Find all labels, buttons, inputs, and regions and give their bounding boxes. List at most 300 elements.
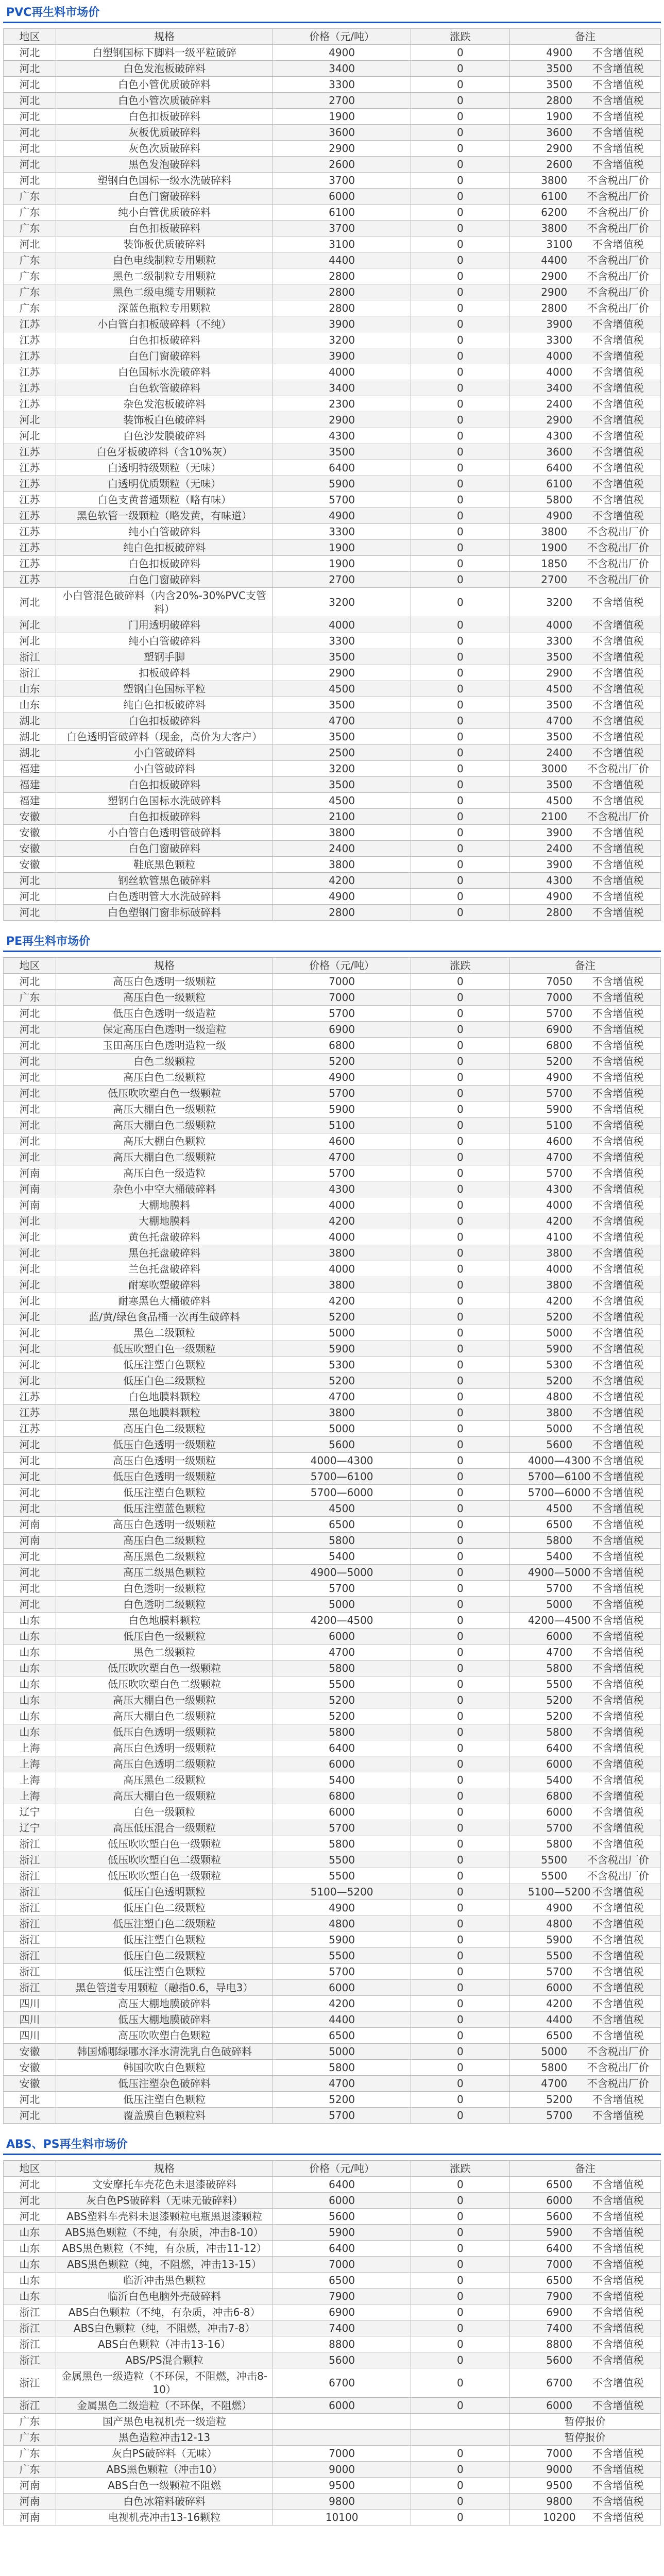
note-cell xyxy=(509,221,661,236)
price-previous: 5200 xyxy=(329,1710,355,1722)
note-cell xyxy=(509,189,661,205)
change-cell: 0 xyxy=(411,1165,509,1181)
note-cell xyxy=(509,93,661,109)
price-previous: 3900 xyxy=(329,350,355,362)
price-cell xyxy=(273,2177,411,2193)
table-row xyxy=(4,77,661,93)
table-row xyxy=(4,2193,661,2209)
spec-cell: 金属黑色一级造粒（不环保，不阻燃，冲击8-10） xyxy=(56,2368,273,2398)
price-current: 3600 xyxy=(546,126,573,139)
note-cell xyxy=(509,1692,661,1708)
price-cell xyxy=(273,1101,411,1117)
remark: 不含增值税 xyxy=(592,1199,644,1211)
change-cell: 0 xyxy=(411,990,509,1006)
price-previous: 3700 xyxy=(329,174,355,187)
price-previous: 6900 xyxy=(329,1023,355,1036)
price-current: 1900 xyxy=(541,541,568,554)
region-cell: 广东 xyxy=(4,300,56,316)
table-row xyxy=(4,1165,661,1181)
price-previous: 4200—4500 xyxy=(310,1614,373,1626)
price-previous: 2100 xyxy=(329,810,355,823)
region-cell: 河北 xyxy=(4,125,56,141)
region-cell: 河北 xyxy=(4,1485,56,1501)
price-current: 5700 xyxy=(546,1582,573,1595)
table-row xyxy=(4,2398,661,2414)
price-previous: 5800 xyxy=(329,2061,355,2074)
change-cell: 0 xyxy=(411,2012,509,2028)
price-previous: 4900 xyxy=(329,1071,355,1083)
remark: 不含增值税 xyxy=(592,1167,644,1179)
remark: 不含增值税 xyxy=(592,1007,644,1020)
remark: 不含增值税 xyxy=(592,2013,644,2026)
remark: 不含增值税 xyxy=(592,2463,644,2476)
price-current: 5400 xyxy=(546,1774,573,1786)
price-previous: 5200 xyxy=(329,1311,355,1323)
price-previous: 4900—5000 xyxy=(310,1566,373,1579)
price-cell xyxy=(273,173,411,189)
change-cell: 0 xyxy=(411,2092,509,2108)
note-cell xyxy=(509,1645,661,1660)
spec-cell: ABS塑料车壳料未退漆颗粒电瓶黑退漆颗粒 xyxy=(56,2209,273,2225)
change-cell: 0 xyxy=(411,2241,509,2257)
change-cell: 0 xyxy=(411,1117,509,1133)
price-current: 7000 xyxy=(546,2258,573,2270)
price-previous: 5600 xyxy=(329,1438,355,1451)
spec-cell: 白透明优质颗粒（无味） xyxy=(56,476,273,492)
table-row xyxy=(4,1645,661,1660)
price-cell xyxy=(273,1086,411,1101)
note-cell xyxy=(509,2510,661,2526)
remark: 不含增值税 xyxy=(592,842,644,855)
note-cell xyxy=(509,412,661,428)
price-previous: 4000 xyxy=(329,366,355,378)
spec-cell: 钢丝软管黑色破碎料 xyxy=(56,873,273,889)
remark: 不含增值税 xyxy=(592,596,644,608)
spec-cell: 低压吹吹塑白色二级颗粒 xyxy=(56,1852,273,1868)
spec-cell: 低压白色透明一级颗粒 xyxy=(56,1724,273,1740)
price-previous: 9000 xyxy=(329,2463,355,2476)
note-cell xyxy=(509,1022,661,1038)
price-current: 6400 xyxy=(546,1742,573,1754)
remark: 不含增值税 xyxy=(592,715,644,727)
price-current: 4800 xyxy=(546,1918,573,1930)
change-cell: 0 xyxy=(411,157,509,173)
price-previous: 5000 xyxy=(329,1327,355,1339)
spec-cell: 装饰板优质破碎料 xyxy=(56,236,273,252)
spec-cell: 韩国吹吹白色颗粒 xyxy=(56,2060,273,2076)
price-previous: 4000 xyxy=(329,1231,355,1243)
region-cell: 河北 xyxy=(4,889,56,905)
price-previous: 5000 xyxy=(329,1422,355,1435)
table-row xyxy=(4,1022,661,1038)
change-cell: 0 xyxy=(411,1357,509,1373)
table-row xyxy=(4,93,661,109)
table-row xyxy=(4,1629,661,1645)
region-cell: 四川 xyxy=(4,2028,56,2044)
price-cell xyxy=(273,1916,411,1932)
table-row xyxy=(4,1181,661,1197)
region-cell: 安徽 xyxy=(4,841,56,857)
column-header: 涨跌 xyxy=(411,2161,509,2177)
spec-cell: 白色扣板破碎料 xyxy=(56,809,273,825)
change-cell: 0 xyxy=(411,1836,509,1852)
change-cell: 0 xyxy=(411,1054,509,1070)
price-current: 2400 xyxy=(546,842,573,855)
region-cell: 山东 xyxy=(4,2273,56,2289)
price-cell xyxy=(273,1165,411,1181)
note-cell xyxy=(509,2430,661,2446)
note-cell xyxy=(509,125,661,141)
remark: 不含增值税 xyxy=(592,1135,644,1147)
price-cell xyxy=(273,2076,411,2092)
price-current: 4900 xyxy=(546,46,573,59)
price-previous: 5200 xyxy=(329,1694,355,1706)
price-current: 4900 xyxy=(546,1071,573,1083)
change-cell: 0 xyxy=(411,2273,509,2289)
table-row xyxy=(4,2352,661,2368)
price-current: 2800 xyxy=(541,302,568,314)
price-cell xyxy=(273,252,411,268)
remark: 不含增值税 xyxy=(592,1550,644,1563)
spec-cell: 白色扣板破碎料 xyxy=(56,713,273,729)
price-current: 1900 xyxy=(546,110,573,123)
price-previous: 4200 xyxy=(329,1215,355,1227)
price-cell xyxy=(273,1948,411,1964)
note-cell xyxy=(509,1820,661,1836)
region-cell: 河北 xyxy=(4,77,56,93)
price-previous: 7000 xyxy=(329,2258,355,2270)
region-cell: 河北 xyxy=(4,1309,56,1325)
spec-cell: 小白管白扣板破碎料（不纯） xyxy=(56,316,273,332)
region-cell: 河北 xyxy=(4,1597,56,1613)
region-cell: 河南 xyxy=(4,1517,56,1533)
spec-cell: 白色扣板破碎料 xyxy=(56,109,273,125)
table-row xyxy=(4,1389,661,1405)
price-cell xyxy=(273,300,411,316)
spec-cell: 黑色发泡破碎料 xyxy=(56,157,273,173)
note-cell xyxy=(509,1756,661,1772)
price-cell xyxy=(273,77,411,93)
remark: 不含增值税 xyxy=(592,1375,644,1387)
spec-cell: ABS白色颗粒（冲击13-16） xyxy=(56,2336,273,2352)
note-cell xyxy=(509,990,661,1006)
spec-cell: 白色小管次质破碎料 xyxy=(56,93,273,109)
price-previous: 4200 xyxy=(329,874,355,887)
spec-cell: ABS/PS混合颗粒 xyxy=(56,2352,273,2368)
spec-cell: 黑色托盘破碎料 xyxy=(56,1245,273,1261)
change-cell: 0 xyxy=(411,681,509,697)
change-cell: 0 xyxy=(411,524,509,540)
price-cell xyxy=(273,364,411,380)
note-cell xyxy=(509,1996,661,2012)
price-previous: 4600 xyxy=(329,1135,355,1147)
remark: 不含增值税 xyxy=(592,858,644,871)
price-current: 3600 xyxy=(546,446,573,458)
region-cell: 广东 xyxy=(4,189,56,205)
change-cell: 0 xyxy=(411,809,509,825)
change-cell: 0 xyxy=(411,1022,509,1038)
remark: 不含增值税 xyxy=(592,1934,644,1946)
price-current: 4200 xyxy=(546,1997,573,2010)
price-previous: 5900 xyxy=(329,1103,355,1115)
remark: 不含增值税 xyxy=(592,1023,644,1036)
spec-cell: 白色一级颗粒 xyxy=(56,1804,273,1820)
note-cell xyxy=(509,1884,661,1900)
change-cell: 0 xyxy=(411,841,509,857)
change-cell: 0 xyxy=(411,1038,509,1054)
note-cell xyxy=(509,2241,661,2257)
spec-cell: 白色门窗破碎料 xyxy=(56,841,273,857)
remark: 不含增值税 xyxy=(592,350,644,362)
remark: 不含增值税 xyxy=(592,2306,644,2318)
region-cell: 河北 xyxy=(4,1038,56,1054)
table-row xyxy=(4,1213,661,1229)
price-previous: 4900 xyxy=(329,1902,355,1914)
section-title: PVC再生料市场价 xyxy=(3,4,661,23)
table-row xyxy=(4,841,661,857)
price-previous: 4300 xyxy=(329,1183,355,1195)
remark: 不含增值税 xyxy=(592,1327,644,1339)
price-cell xyxy=(273,2257,411,2273)
price-current: 6800 xyxy=(546,1039,573,1052)
price-previous: 4400 xyxy=(329,254,355,266)
note-cell xyxy=(509,825,661,841)
change-cell: 0 xyxy=(411,141,509,157)
price-cell xyxy=(273,93,411,109)
note-cell xyxy=(509,1660,661,1676)
price-previous: 3200 xyxy=(329,762,355,775)
price-current: 6100 xyxy=(541,190,568,202)
change-cell: 0 xyxy=(411,476,509,492)
price-current: 4300 xyxy=(546,430,573,442)
price-cell xyxy=(273,1070,411,1086)
price-previous: 5600 xyxy=(329,2354,355,2366)
table-row xyxy=(4,588,661,617)
table-row xyxy=(4,1006,661,1022)
table-row xyxy=(4,649,661,665)
table-row xyxy=(4,1341,661,1357)
note-cell xyxy=(509,332,661,348)
remark: 不含增值税 xyxy=(592,1742,644,1754)
table-row xyxy=(4,2241,661,2257)
remark: 不含增值税 xyxy=(592,1454,644,1467)
price-cell xyxy=(273,1645,411,1660)
note-cell xyxy=(509,77,661,93)
spec-cell: 黑色二级颗粒 xyxy=(56,1325,273,1341)
region-cell: 浙江 xyxy=(4,1852,56,1868)
region-cell: 河北 xyxy=(4,873,56,889)
note-cell xyxy=(509,396,661,412)
remark: 不含增值税 xyxy=(592,1918,644,1930)
price-current: 5900 xyxy=(546,2226,573,2239)
table-row xyxy=(4,857,661,873)
region-cell: 河北 xyxy=(4,1086,56,1101)
region-cell: 河北 xyxy=(4,2193,56,2209)
price-cell xyxy=(273,649,411,665)
table-row xyxy=(4,396,661,412)
region-cell: 浙江 xyxy=(4,2320,56,2336)
price-current: 暂停报价 xyxy=(564,2415,606,2428)
note-cell xyxy=(509,809,661,825)
change-cell: 0 xyxy=(411,125,509,141)
remark: 不含增值税 xyxy=(592,1231,644,1243)
region-cell: 河北 xyxy=(4,141,56,157)
change-cell: 0 xyxy=(411,236,509,252)
spec-cell: 白色透明二级颗粒 xyxy=(56,1597,273,1613)
region-cell: 广东 xyxy=(4,2414,56,2430)
change-cell: 0 xyxy=(411,1676,509,1692)
note-cell xyxy=(509,1405,661,1421)
price-previous: 5100 xyxy=(329,1119,355,1131)
table-row xyxy=(4,1597,661,1613)
table-row xyxy=(4,1309,661,1325)
price-cell xyxy=(273,2092,411,2108)
table-row xyxy=(4,508,661,524)
price-previous: 5200 xyxy=(329,1375,355,1387)
table-row xyxy=(4,1836,661,1852)
region-cell: 浙江 xyxy=(4,1964,56,1980)
price-current: 3400 xyxy=(546,382,573,394)
price-cell xyxy=(273,1884,411,1900)
region-cell: 浙江 xyxy=(4,1884,56,1900)
price-current: 5800 xyxy=(546,1662,573,1674)
price-cell xyxy=(273,2289,411,2304)
remark: 不含税出厂价 xyxy=(587,222,649,234)
table-row xyxy=(4,809,661,825)
price-cell xyxy=(273,1708,411,1724)
remark: 不含增值税 xyxy=(592,1646,644,1658)
note-cell xyxy=(509,2257,661,2273)
spec-cell: ABS黑色颗粒（不纯，有杂质，冲击11-12） xyxy=(56,2241,273,2257)
price-previous: 1900 xyxy=(329,541,355,554)
price-previous: 3100 xyxy=(329,238,355,250)
price-cell xyxy=(273,617,411,633)
remark: 不含增值税 xyxy=(592,2178,644,2191)
price-previous: 7400 xyxy=(329,2322,355,2334)
region-cell: 河南 xyxy=(4,2494,56,2510)
note-cell xyxy=(509,316,661,332)
price-current: 5200 xyxy=(546,1694,573,1706)
note-cell xyxy=(509,460,661,476)
price-current: 9800 xyxy=(546,2495,573,2507)
table-row xyxy=(4,1884,661,1900)
note-cell xyxy=(509,793,661,809)
price-current: 4700 xyxy=(546,715,573,727)
region-cell: 河北 xyxy=(4,1357,56,1373)
note-cell xyxy=(509,1086,661,1101)
change-cell: 0 xyxy=(411,2398,509,2414)
remark: 不含增值税 xyxy=(592,699,644,711)
spec-cell: 杂色小中空大桶破碎料 xyxy=(56,1181,273,1197)
note-cell xyxy=(509,1070,661,1086)
price-previous: 6000 xyxy=(329,1630,355,1642)
spec-cell: ABS白色颗粒（纯，不阻燃，冲击7-8） xyxy=(56,2320,273,2336)
remark: 不含增值税 xyxy=(592,94,644,107)
price-previous: 2800 xyxy=(329,286,355,298)
note-cell xyxy=(509,1676,661,1692)
note-cell xyxy=(509,1165,661,1181)
change-cell: 0 xyxy=(411,1565,509,1581)
price-previous: 3600 xyxy=(329,126,355,139)
change-cell: 0 xyxy=(411,777,509,793)
price-current: 4400 xyxy=(546,2013,573,2026)
change-cell: 0 xyxy=(411,873,509,889)
spec-cell: 纯小白管破碎料 xyxy=(56,633,273,649)
spec-cell: 高压白色透明一级颗粒 xyxy=(56,1517,273,1533)
region-cell: 江苏 xyxy=(4,556,56,572)
spec-cell: 灰白PS破碎料（无味） xyxy=(56,2446,273,2462)
note-cell xyxy=(509,2060,661,2076)
price-previous: 5700 xyxy=(329,1582,355,1595)
table-row xyxy=(4,1373,661,1389)
price-cell xyxy=(273,2430,411,2446)
column-header: 规格 xyxy=(56,2161,273,2177)
spec-cell: 高压吹吹塑白色颗粒 xyxy=(56,2028,273,2044)
price-previous: 5000 xyxy=(329,1598,355,1611)
table-row xyxy=(4,428,661,444)
price-current: 3500 xyxy=(546,731,573,743)
price-previous: 5700 xyxy=(329,1167,355,1179)
spec-cell: 高压二级黑色颗粒 xyxy=(56,1565,273,1581)
note-cell xyxy=(509,1964,661,1980)
price-previous: 5800 xyxy=(329,1662,355,1674)
spec-cell: 耐寒吹塑破碎料 xyxy=(56,1277,273,1293)
remark: 不含增值税 xyxy=(592,1502,644,1515)
change-cell: 0 xyxy=(411,889,509,905)
spec-cell: ABS白色颗粒（不纯，有杂质，冲击6-8） xyxy=(56,2304,273,2320)
note-cell xyxy=(509,2414,661,2430)
region-cell: 福建 xyxy=(4,777,56,793)
spec-cell: 高压白色透明一级颗粒 xyxy=(56,974,273,990)
note-cell xyxy=(509,1437,661,1453)
remark: 不含增值税 xyxy=(592,778,644,791)
region-cell: 山东 xyxy=(4,1708,56,1724)
price-cell xyxy=(273,793,411,809)
spec-cell: 白塑钢国标下脚料一级平粒破碎 xyxy=(56,45,273,61)
remark: 不含增值税 xyxy=(592,398,644,410)
region-cell: 河北 xyxy=(4,1261,56,1277)
region-cell: 安徽 xyxy=(4,2076,56,2092)
change-cell: 0 xyxy=(411,1245,509,1261)
change-cell: 0 xyxy=(411,332,509,348)
remark: 不含增值税 xyxy=(592,462,644,474)
table-row xyxy=(4,761,661,777)
table-row xyxy=(4,157,661,173)
remark: 不含增值税 xyxy=(592,510,644,522)
remark: 不含增值税 xyxy=(592,2447,644,2460)
price-cell xyxy=(273,2225,411,2241)
note-cell xyxy=(509,2273,661,2289)
spec-cell: 黑色管道专用颗粒（融指0.6，导电3） xyxy=(56,1980,273,1996)
price-previous: 3500 xyxy=(329,778,355,791)
note-cell xyxy=(509,1181,661,1197)
price-previous: 5500 xyxy=(329,1950,355,1962)
remark: 不含增值税 xyxy=(592,1486,644,1499)
price-current: 4900 xyxy=(546,1902,573,1914)
price-cell xyxy=(273,2414,411,2430)
remark: 不含增值税 xyxy=(592,683,644,695)
spec-cell: 黑色二级制粒专用颗粒 xyxy=(56,268,273,284)
change-cell: 0 xyxy=(411,412,509,428)
price-current: 3500 xyxy=(546,651,573,663)
note-cell xyxy=(509,1804,661,1820)
region-cell: 江苏 xyxy=(4,316,56,332)
column-header: 价格（元/吨） xyxy=(273,29,411,45)
region-cell: 上海 xyxy=(4,1740,56,1756)
price-cell xyxy=(273,284,411,300)
note-cell xyxy=(509,1229,661,1245)
spec-cell: 保定高压白色透明一级造粒 xyxy=(56,1022,273,1038)
